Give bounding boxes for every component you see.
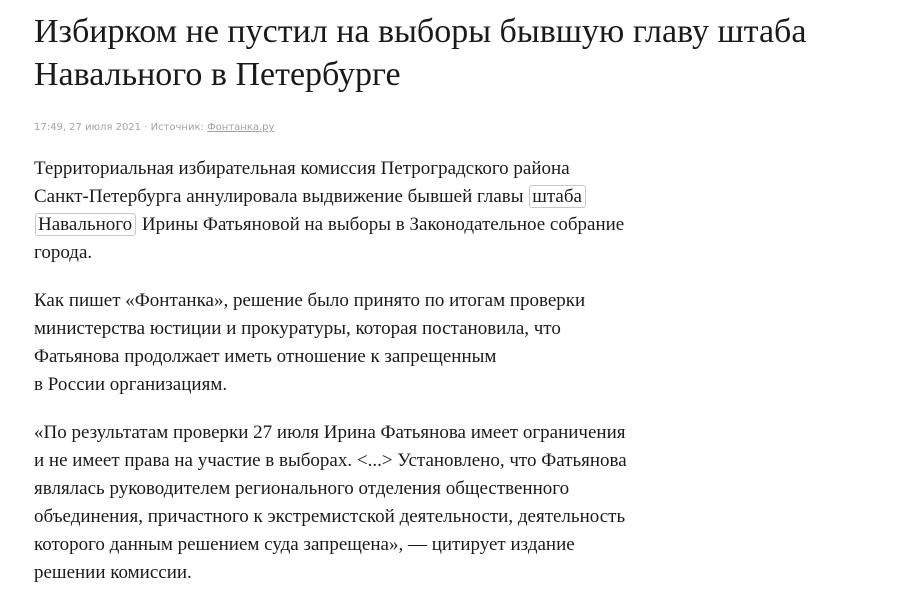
p1-line-3: Ирины Фатьяновой на выборы в Законодательное собрание	[141, 214, 625, 235]
p2-line-3: Фатьянова продолжает иметь отношение к запрещенным	[34, 346, 497, 367]
p3-line-1: «По результатам проверки 27 июля Ирина Фатьянова имеет ограничения	[34, 422, 626, 443]
p3-line-4: объединения, причастного к экстремистской деятельности, деятельность	[34, 506, 626, 527]
article-title: Избирком не пустил на выборы бывшую главу штаба Навального в Петербурге	[34, 13, 807, 93]
p2-line-1: Как пишет «Фонтанка», решение было принято по итогам проверки	[34, 290, 586, 311]
p1-line-1: Территориальная избирательная комиссия Петроградского района	[34, 158, 570, 179]
paragraph-3	[34, 419, 694, 587]
p3-line-3: являлась руководителем регионального отделения общественного	[34, 478, 570, 499]
publish-datetime: 17:49, 27 июля 2021	[34, 122, 142, 133]
tag-link-part-1: штаба	[532, 186, 582, 207]
paragraph-1	[34, 155, 694, 267]
meta-separator: ·	[144, 122, 148, 133]
p3-line-5: которого данным решением суда запрещена», — цитирует издание	[34, 534, 575, 555]
source-link[interactable]: Фонтанка.ру	[207, 122, 275, 133]
p2-line-2: министерства юстиции и прокуратуры, которая постановила, что	[34, 318, 561, 339]
p1-line-2: Санкт-Петербурга аннулировала выдвижение бывшей главы	[34, 186, 524, 207]
article-meta	[34, 121, 274, 135]
p1-line-4: города.	[34, 242, 93, 263]
p2-line-4: в России организациям.	[34, 374, 228, 395]
paragraph-2	[34, 287, 694, 399]
p3-line-2: и не имеет права на участие в выборах. <...> Установлено, что Фатьянова	[34, 450, 627, 471]
article-body	[34, 155, 694, 596]
source-label: Источник:	[150, 122, 204, 133]
p3-line-6: решении комиссии.	[34, 562, 192, 583]
tag-link-part-2: Навального	[38, 214, 133, 235]
